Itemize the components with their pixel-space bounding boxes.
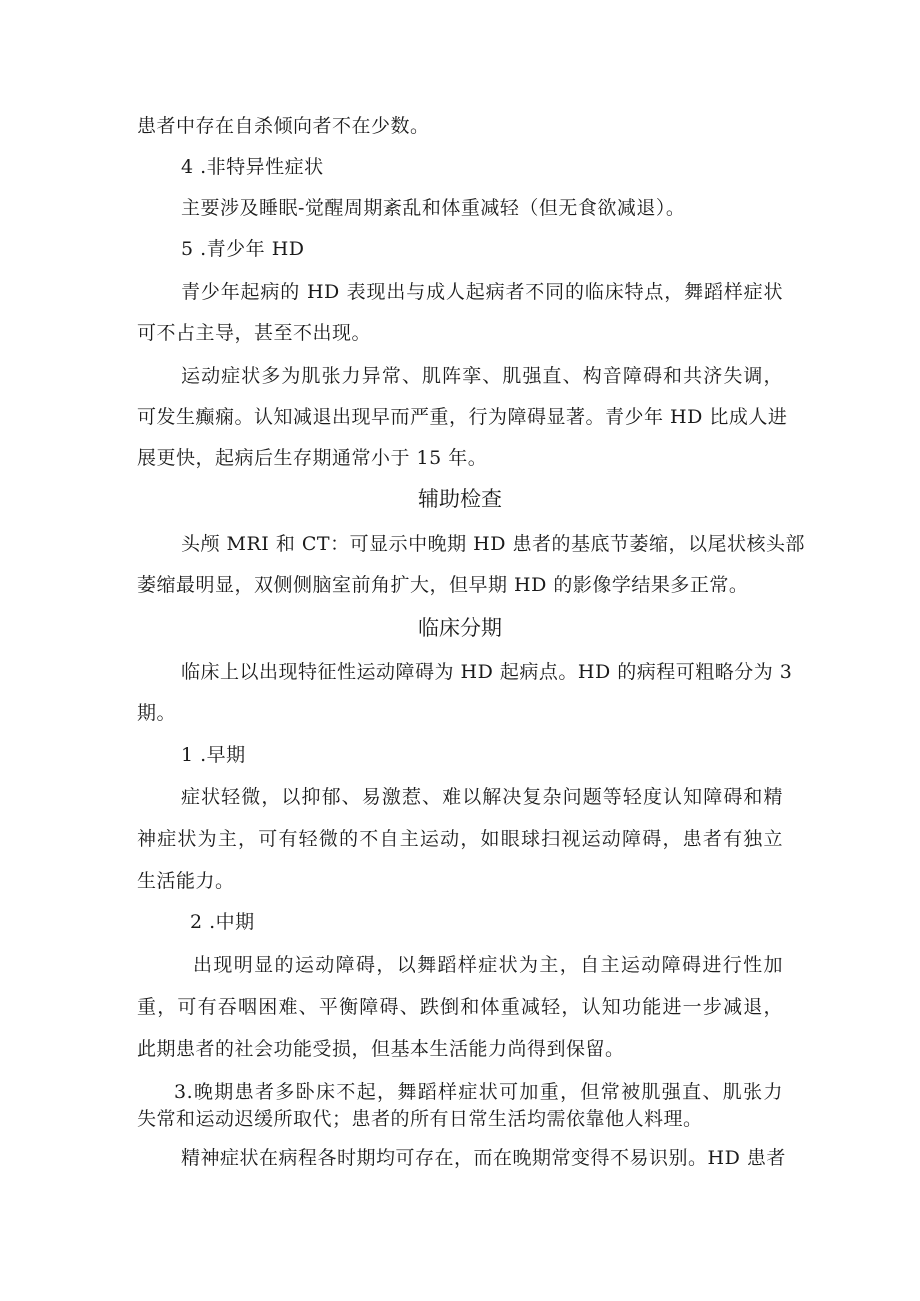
paragraph-line: 失常和运动迟缓所取代；患者的所有日常生活均需依靠他人料理。 [137, 1108, 703, 1130]
paragraph-line: 重，可有吞咽困难、平衡障碍、跌倒和体重减轻，认知功能进一步减退， [137, 996, 783, 1018]
paragraph-line: 主要涉及睡眠-觉醒周期紊乱和体重减轻（但无食欲减退）。 [181, 197, 686, 219]
paragraph-line: 可不占主导，甚至不出现。 [137, 322, 372, 344]
paragraph-line: 3.晚期患者多卧床不起，舞蹈样症状可加重，但常被肌强直、肌张力 [174, 1081, 783, 1103]
paragraph-line: 临床上以出现特征性运动障碍为 HD 起病点。HD 的病程可粗略分为 3 [181, 661, 793, 683]
section-item-title: 1 .早期 [181, 744, 246, 766]
paragraph-line: 神症状为主，可有轻微的不自主运动，如眼球扫视运动障碍，患者有独立 [137, 828, 783, 850]
section-item-title: 5 .青少年 HD [181, 238, 305, 260]
paragraph-line: 出现明显的运动障碍，以舞蹈样症状为主，自主运动障碍进行性加 [193, 954, 783, 976]
paragraph-line: 患者中存在自杀倾向者不在少数。 [137, 115, 430, 137]
paragraph-line: 萎缩最明显，双侧侧脑室前角扩大，但早期 HD 的影像学结果多正常。 [137, 574, 749, 596]
paragraph-line: 可发生癫痫。认知减退出现早而严重，行为障碍显著。青少年 HD 比成人进 [137, 406, 788, 428]
paragraph-line: 期。 [137, 702, 177, 724]
paragraph-line: 头颅 MRI 和 CT：可显示中晚期 HD 患者的基底节萎缩，以尾状核头部 [181, 533, 805, 555]
paragraph-line: 精神症状在病程各时期均可存在，而在晚期常变得不易识别。HD 患者 [181, 1147, 786, 1169]
paragraph-line: 此期患者的社会功能受损，但基本生活能力尚得到保留。 [137, 1038, 625, 1060]
paragraph-line: 运动症状多为肌张力异常、肌阵挛、肌强直、构音障碍和共济失调， [181, 365, 783, 387]
paragraph-line: 展更快，起病后生存期通常小于 15 年。 [137, 447, 488, 469]
section-heading: 辅助检查 [418, 487, 502, 511]
paragraph-line: 症状轻微，以抑郁、易激惹、难以解决复杂问题等轻度认知障碍和精 [181, 786, 783, 808]
section-item-title: 4 .非特异性症状 [181, 156, 324, 178]
section-item-title: 2 .中期 [190, 911, 255, 933]
paragraph-line: 青少年起病的 HD 表现出与成人起病者不同的临床特点，舞蹈样症状 [181, 281, 783, 303]
paragraph-line: 生活能力。 [137, 870, 235, 892]
section-heading: 临床分期 [418, 616, 502, 640]
